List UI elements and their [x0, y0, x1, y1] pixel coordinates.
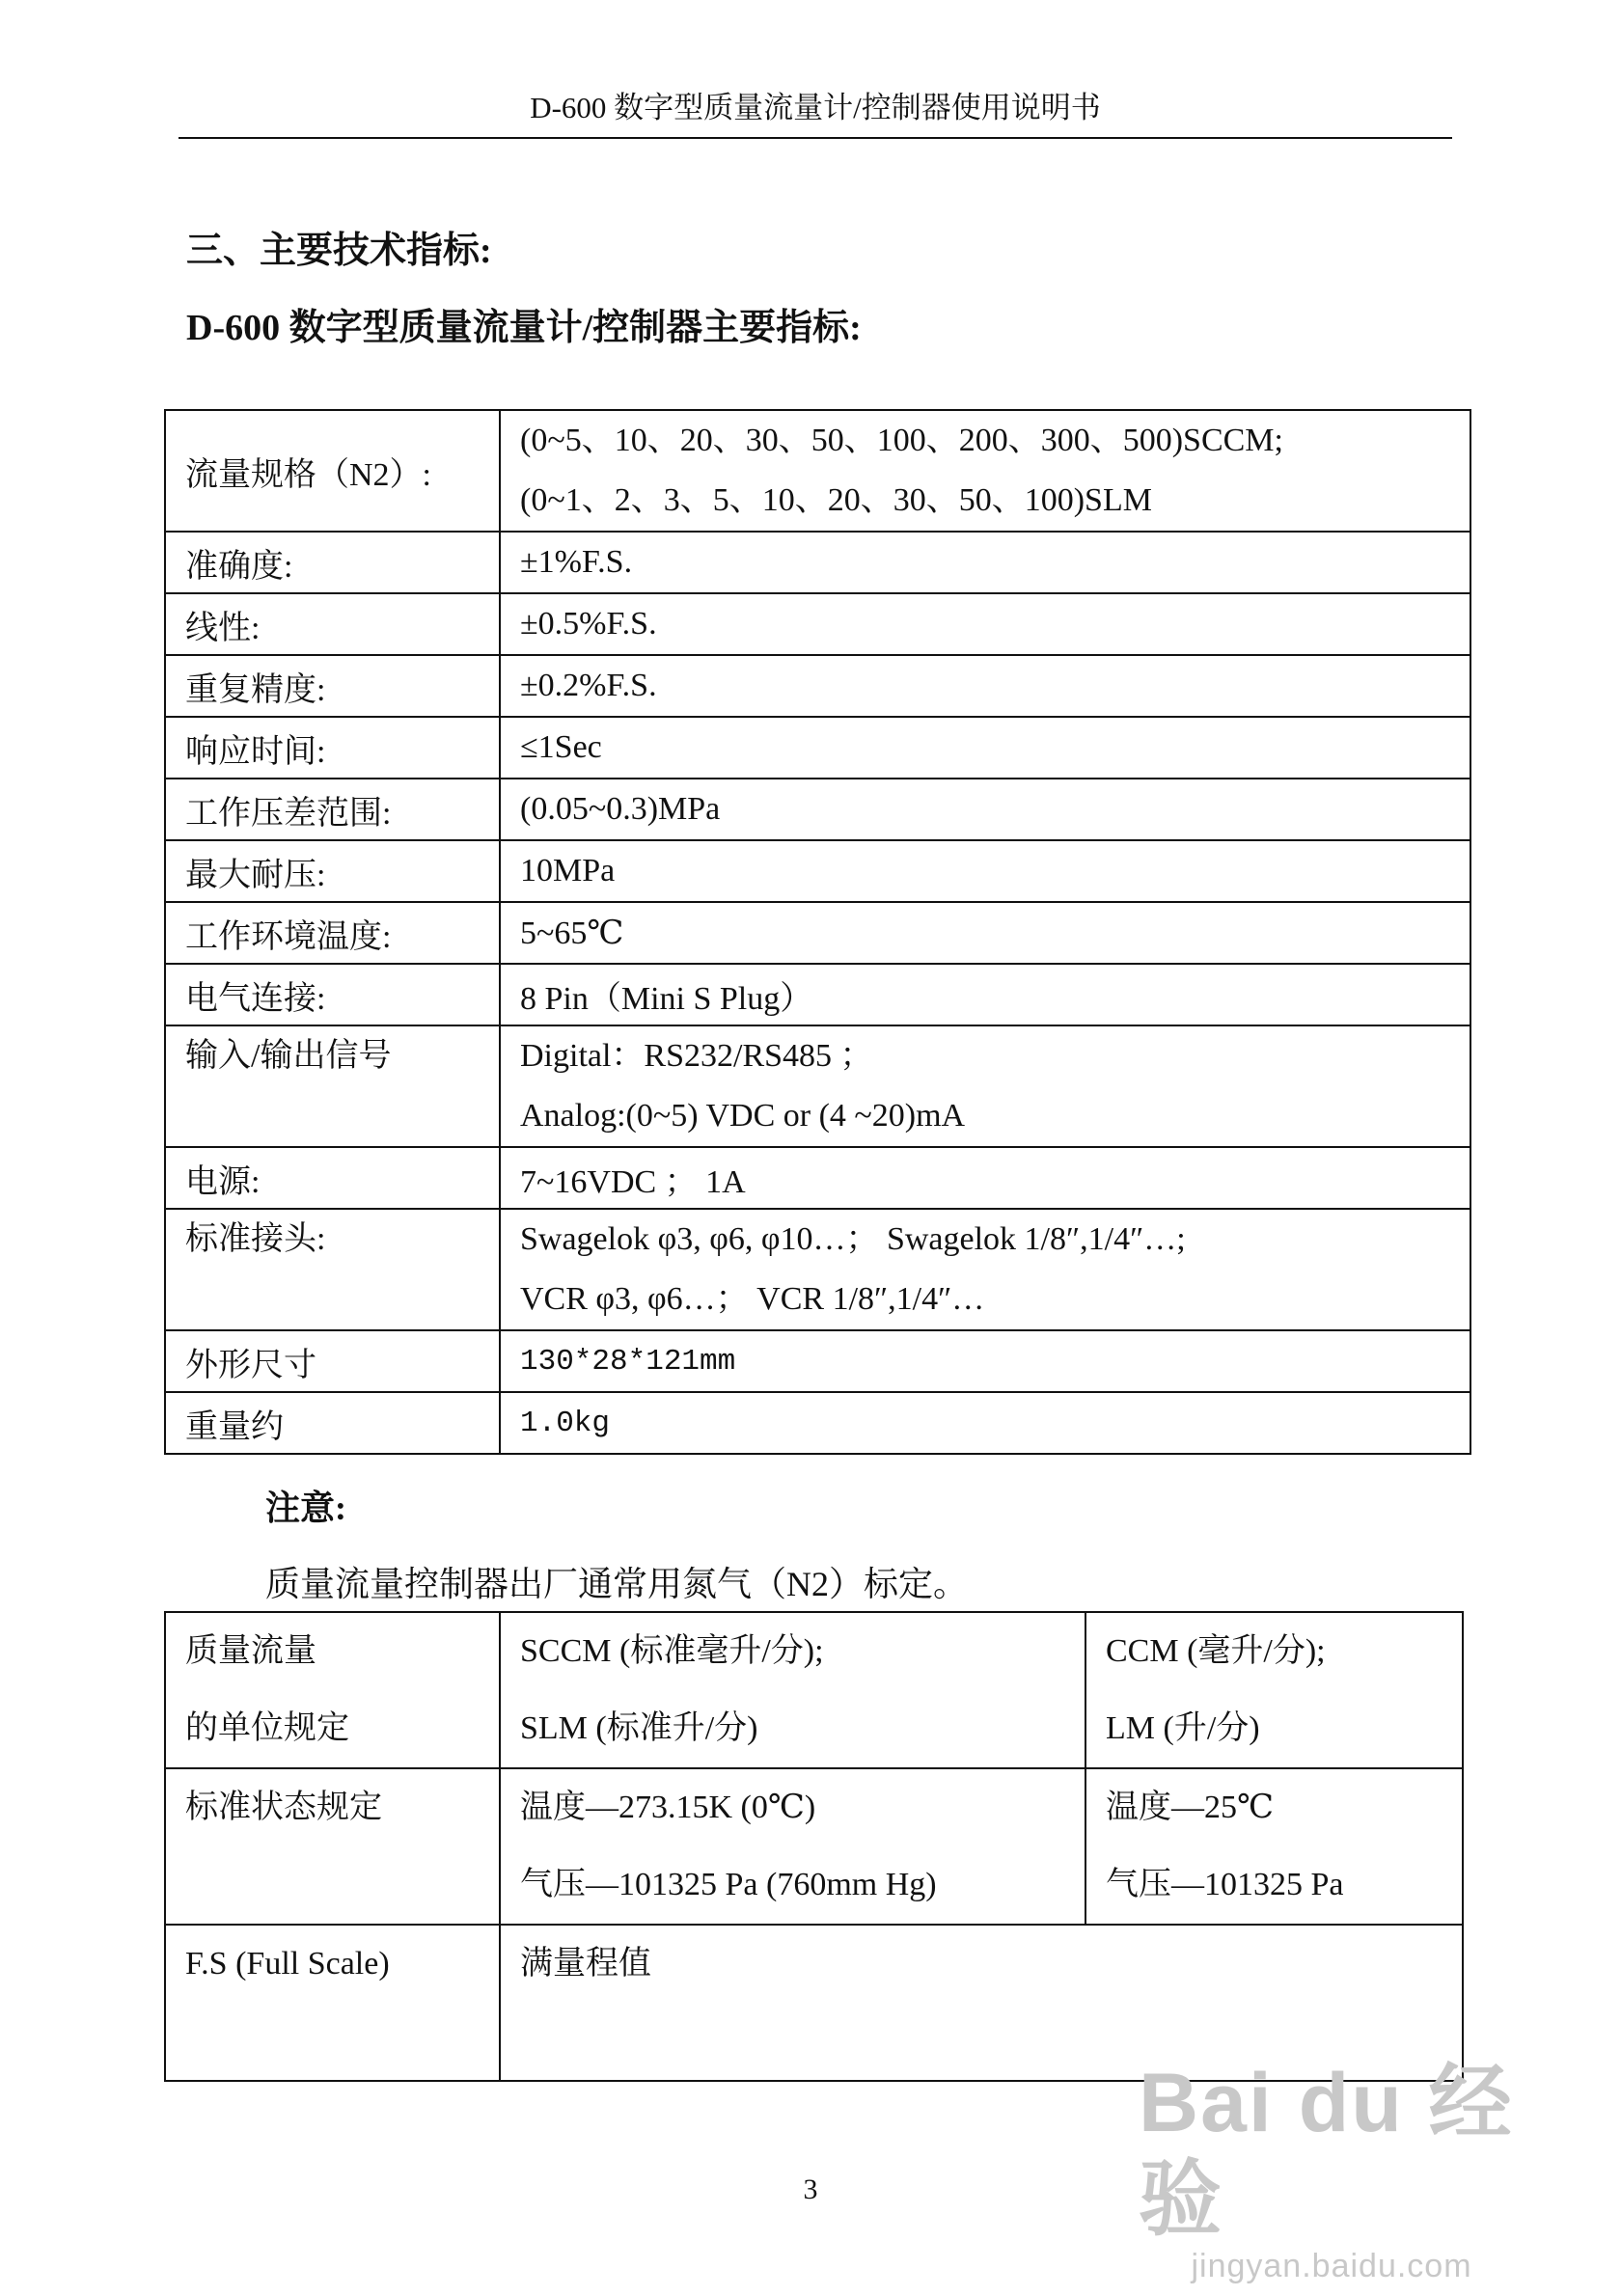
spec-label: 准确度:	[165, 532, 500, 593]
table-row	[165, 717, 1470, 779]
table-row	[165, 1025, 1470, 1147]
spec-label	[165, 1025, 500, 1147]
spec-value-line: Digital：RS232/RS485 ；	[520, 1038, 873, 1074]
units-label	[165, 1768, 500, 1925]
specs-table	[164, 409, 1471, 1455]
header-rule	[179, 137, 1452, 139]
table-row	[165, 593, 1470, 655]
table-row	[165, 655, 1470, 717]
table-row	[165, 1330, 1470, 1392]
units-label-line: 质量流量	[185, 1633, 316, 1669]
spec-value: ±0.5%F.S.	[500, 593, 1470, 655]
section-heading: 三、主要技术指标:	[186, 231, 492, 271]
spec-value: 1.0kg	[500, 1392, 1470, 1454]
spec-value-line: VCR φ3, φ6…； VCR 1/8″,1/4″…	[520, 1281, 985, 1317]
units-cell-line: SLM (标准升/分)	[520, 1710, 758, 1746]
page-number: 3	[803, 2173, 818, 2205]
spec-value: ±1%F.S.	[500, 532, 1470, 593]
units-label-line: 的单位规定	[185, 1710, 349, 1746]
units-cell-line: 温度—25℃	[1106, 1790, 1275, 1825]
units-cell-line: 气压—101325 Pa (760mm Hg)	[520, 1867, 937, 1902]
units-cell-line: 气压—101325 Pa	[1106, 1867, 1344, 1902]
spec-value: ±0.2%F.S.	[500, 655, 1470, 717]
units-cell	[1085, 1768, 1463, 1925]
spec-value	[500, 1209, 1470, 1330]
spec-value	[500, 410, 1470, 532]
watermark-url: jingyan.baidu.com	[1191, 2248, 1472, 2284]
table-row	[165, 1612, 1463, 1768]
spec-label-text: 标准接头:	[185, 1221, 326, 1257]
spec-label: 重量约	[165, 1392, 500, 1454]
table-row	[165, 779, 1470, 840]
table-row	[165, 532, 1470, 593]
spec-value: 10MPa	[500, 840, 1470, 902]
page-header: D-600 数字型质量流量计/控制器使用说明书	[530, 91, 1101, 124]
spec-value-line: Swagelok φ3, φ6, φ10…； Swagelok 1/8″,1/4″…;	[520, 1221, 1186, 1257]
spec-label: 电源:	[165, 1147, 500, 1209]
spec-label: 电气连接:	[165, 964, 500, 1025]
spec-value-line: (0~5、10、20、30、50、100、200、300、500)SCCM;	[520, 423, 1283, 458]
table-row	[165, 1209, 1470, 1330]
units-cell-line: SCCM (标准毫升/分);	[520, 1633, 824, 1669]
spec-label: 流量规格（N2）:	[165, 410, 500, 532]
table-row	[165, 840, 1470, 902]
spec-label: 工作环境温度:	[165, 902, 500, 964]
spec-value: (0.05~0.3)MPa	[500, 779, 1470, 840]
units-cell	[500, 1768, 1085, 1925]
units-cell-line: CCM (毫升/分);	[1106, 1633, 1326, 1669]
table-row	[165, 1147, 1470, 1209]
units-label	[165, 1612, 500, 1768]
table-row	[165, 902, 1470, 964]
spec-value: 8 Pin（Mini S Plug）	[500, 964, 1470, 1025]
spec-value-line: (0~1、2、3、5、10、20、30、50、100)SLM	[520, 482, 1152, 518]
spec-label-text: 输入/输出信号	[185, 1038, 392, 1074]
watermark-logo: Bai du 经验	[1139, 2057, 1514, 2246]
spec-label: 重复精度:	[165, 655, 500, 717]
table-row	[165, 964, 1470, 1025]
units-cell-line: 温度—273.15K (0℃)	[520, 1790, 816, 1825]
units-cell	[500, 1612, 1085, 1768]
spec-label	[165, 1209, 500, 1330]
spec-label: 线性:	[165, 593, 500, 655]
units-table	[164, 1611, 1464, 2082]
table-row	[165, 1392, 1470, 1454]
spec-value-line: Analog:(0~5) VDC or (4 ~20)mA	[520, 1098, 966, 1134]
spec-label: 响应时间:	[165, 717, 500, 779]
spec-value: 130*28*121mm	[500, 1330, 1470, 1392]
units-label-line: 标准状态规定	[185, 1790, 382, 1825]
units-label-line: F.S (Full Scale)	[185, 1946, 390, 1982]
table-row	[165, 1768, 1463, 1925]
spec-value: ≤1Sec	[500, 717, 1470, 779]
spec-value: 5~65℃	[500, 902, 1470, 964]
spec-label: 外形尺寸	[165, 1330, 500, 1392]
section-subheading: D-600 数字型质量流量计/控制器主要指标:	[186, 308, 862, 348]
note-title: 注意:	[265, 1489, 346, 1527]
note-text: 质量流量控制器出厂通常用氮气（N2）标定。	[265, 1565, 968, 1603]
spec-value: 7~16VDC ； 1A	[500, 1147, 1470, 1209]
units-label	[165, 1925, 500, 2081]
units-cell-line: LM (升/分)	[1106, 1710, 1260, 1746]
units-cell-line: 满量程值	[520, 1946, 651, 1982]
table-row	[165, 410, 1470, 532]
spec-value	[500, 1025, 1470, 1147]
spec-label: 最大耐压:	[165, 840, 500, 902]
spec-label: 工作压差范围:	[165, 779, 500, 840]
units-cell	[1085, 1612, 1463, 1768]
